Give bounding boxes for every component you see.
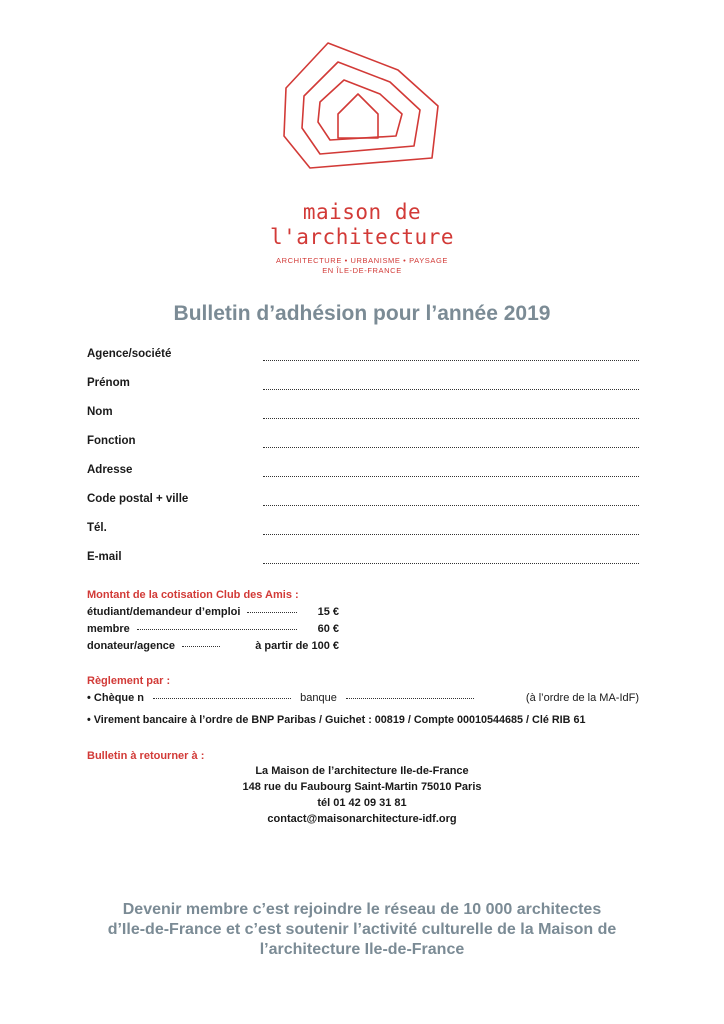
brand-tagline-2: EN ÎLE-DE-FRANCE bbox=[322, 266, 402, 275]
cheque-number-line[interactable] bbox=[153, 698, 291, 699]
reglement-heading: Règlement par : bbox=[87, 675, 171, 687]
field-line bbox=[263, 505, 639, 506]
retour-heading: Bulletin à retourner à : bbox=[87, 750, 205, 762]
cheque-label: • Chèque n bbox=[87, 692, 145, 704]
banque-label: banque bbox=[300, 692, 337, 704]
cotisation-row-donateur[interactable] bbox=[87, 640, 339, 652]
field-code-postal-ville[interactable] bbox=[87, 493, 639, 509]
field-label: Tél. bbox=[87, 522, 107, 534]
field-line bbox=[263, 447, 639, 448]
field-label: Adresse bbox=[87, 464, 133, 476]
brand-tagline-1: ARCHITECTURE • URBANISME • PAYSAGE bbox=[275, 256, 449, 265]
reglement-virement: • Virement bancaire à l’ordre de BNP Paribas / Guichet : 00819 / Compte 00010544685 / Clé RIB 61 bbox=[87, 714, 586, 726]
cotisation-label: étudiant/demandeur d’emploi bbox=[87, 606, 241, 618]
dotted-fill bbox=[182, 646, 220, 647]
field-label: Nom bbox=[87, 406, 113, 418]
address-line-1: La Maison de l’architecture Ile-de-France bbox=[255, 765, 469, 777]
reglement-cheque[interactable] bbox=[87, 692, 639, 704]
slogan-line-1: Devenir membre c’est rejoindre le réseau de 10 000 architectes bbox=[122, 901, 602, 918]
field-line bbox=[263, 476, 639, 477]
cotisation-heading: Montant de la cotisation Club des Amis : bbox=[87, 589, 299, 601]
cotisation-row-membre[interactable] bbox=[87, 623, 339, 635]
cotisation-amount: à partir de 100 € bbox=[255, 640, 339, 652]
cotisation-label: donateur/agence bbox=[87, 640, 176, 652]
field-agence[interactable] bbox=[87, 348, 639, 364]
field-tel[interactable] bbox=[87, 522, 639, 538]
field-adresse[interactable] bbox=[87, 464, 639, 480]
cheque-ordre: (à l’ordre de la MA-IdF) bbox=[525, 692, 639, 704]
cotisation-amount: 15 € bbox=[317, 606, 339, 618]
address-line-2: 148 rue du Faubourg Saint-Martin 75010 Paris bbox=[242, 781, 482, 793]
field-label: Prénom bbox=[87, 377, 130, 389]
field-label: E-mail bbox=[87, 551, 122, 563]
field-line bbox=[263, 389, 639, 390]
field-line bbox=[263, 360, 639, 361]
dotted-fill bbox=[247, 612, 297, 613]
slogan-line-3: l’architecture Ile-de-France bbox=[259, 941, 465, 958]
address-phone: tél 01 42 09 31 81 bbox=[317, 797, 407, 809]
field-fonction[interactable] bbox=[87, 435, 639, 451]
logo-house-icon bbox=[280, 40, 440, 170]
cotisation-amount: 60 € bbox=[317, 623, 339, 635]
banque-line[interactable] bbox=[346, 698, 474, 699]
cotisation-label: membre bbox=[87, 623, 130, 635]
brand-line-1: maison de bbox=[302, 200, 422, 224]
field-label: Agence/société bbox=[87, 348, 172, 360]
slogan-line-2: d’Ile-de-France et c’est soutenir l’activité culturelle de la Maison de bbox=[107, 921, 617, 938]
field-label: Code postal + ville bbox=[87, 493, 189, 505]
field-prenom[interactable] bbox=[87, 377, 639, 393]
field-nom[interactable] bbox=[87, 406, 639, 422]
field-label: Fonction bbox=[87, 435, 136, 447]
brand-line-2: l'architecture bbox=[269, 225, 454, 249]
address-email[interactable]: contact@maisonarchitecture-idf.org bbox=[267, 813, 457, 825]
field-line bbox=[263, 418, 639, 419]
field-email[interactable] bbox=[87, 551, 639, 567]
cotisation-row-etudiant[interactable] bbox=[87, 606, 339, 618]
dotted-fill bbox=[137, 629, 297, 630]
field-line bbox=[263, 534, 639, 535]
page-title: Bulletin d’adhésion pour l’année 2019 bbox=[173, 302, 551, 325]
field-line bbox=[263, 563, 639, 564]
